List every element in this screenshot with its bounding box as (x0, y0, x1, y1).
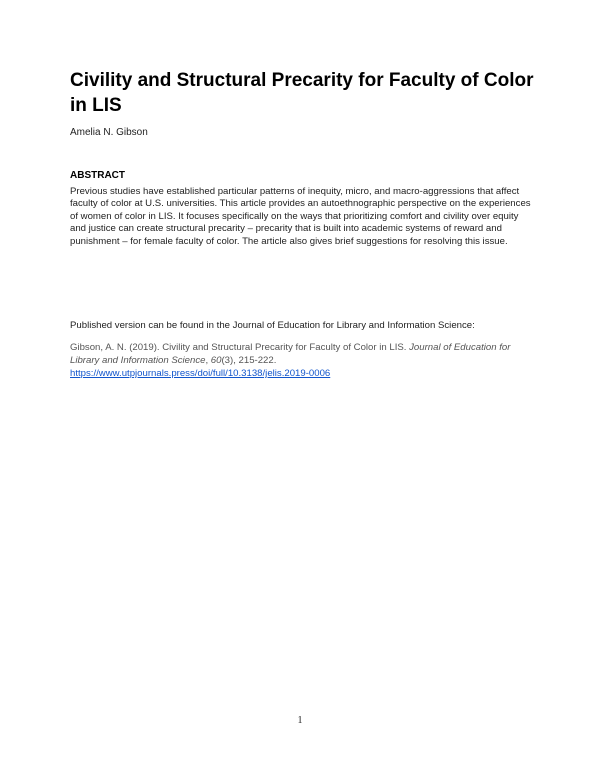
abstract-heading: ABSTRACT (70, 170, 125, 181)
published-version-note: Published version can be found in the Journal of Education for Library and Information Science: (70, 320, 475, 331)
citation (70, 341, 532, 380)
abstract-text: Previous studies have established particular patterns of inequity, micro, and macro-aggressions that affect faculty of color at U.S. universities. This article provides an autoethnographic perspective on the experiences of women of color in LIS. It focuses specifically on the ways that prioritizing comfort and civility over equity and justice can create structural precarity – precarity that is built into academic systems of reward and punishment – for female faculty of color. The article also gives brief suggestions for resolving this issue. (70, 186, 531, 247)
author-name: Amelia N. Gibson (70, 127, 148, 138)
page-number: 1 (297, 715, 303, 726)
citation-volume: 60 (210, 355, 222, 366)
paper-title: Civility and Structural Precarity for Faculty of Color in LIS (70, 70, 534, 116)
citation-comma: , (205, 355, 211, 366)
citation-issue-pages: (3), 215-222. (221, 355, 277, 366)
citation-lead: Gibson, A. N. (2019). Civility and Structural Precarity for Faculty of Color in LIS. (70, 342, 410, 353)
doi-link[interactable]: https://www.utpjournals.press/doi/full/10.3138/jelis.2019-0006 (70, 368, 331, 379)
citation-journal: Journal of Education for Library and Information Science (70, 342, 511, 366)
